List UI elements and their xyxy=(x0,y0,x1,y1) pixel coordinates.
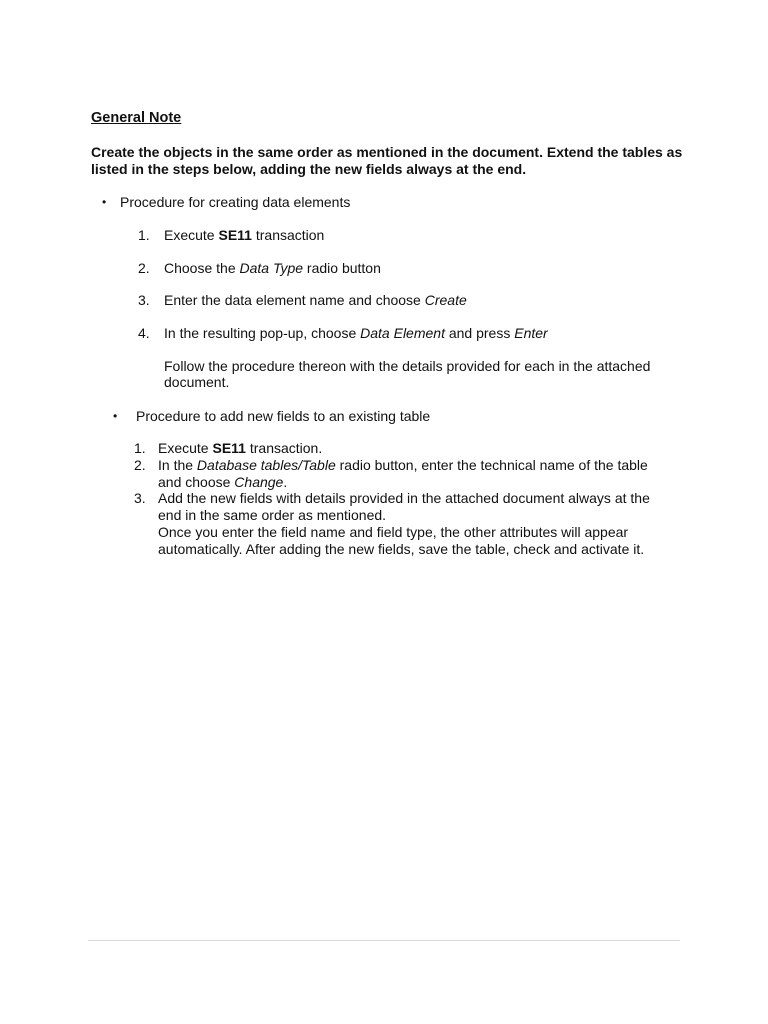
step-text xyxy=(164,292,698,309)
section2-bullet-item xyxy=(113,408,430,425)
section2-step-2 xyxy=(134,457,674,491)
step-text xyxy=(164,325,698,342)
transaction-code: SE11 xyxy=(218,227,252,243)
intro-paragraph: Create the objects in the same order as mentioned in the document. Extend the tables as listed in the steps below, adding the new fields always at the end. xyxy=(91,144,683,177)
section2-title: Procedure to add new fields to an existing table xyxy=(136,408,431,424)
step-number: 2. xyxy=(138,260,150,276)
footer-divider xyxy=(88,940,680,941)
bullet-icon: • xyxy=(102,195,107,209)
step-text-part: Add the new fields with details provided in the attached document always at the end in the same order as mentioned. xyxy=(158,490,650,523)
step-term: Change xyxy=(234,474,284,490)
section2-step-1 xyxy=(134,440,674,457)
step-text-part: In the resulting pop-up, choose xyxy=(164,325,361,341)
step-number: 1. xyxy=(138,227,150,243)
section1-bullet-item xyxy=(102,194,350,211)
step-number: 1. xyxy=(134,440,146,456)
step-text-part: radio button xyxy=(303,260,381,276)
section2-step-3 xyxy=(134,490,674,558)
step-text-part: radio button, enter the technical name of the table and choose xyxy=(158,457,648,490)
bullet-icon: • xyxy=(113,409,118,423)
step-text-part: transaction xyxy=(251,227,325,243)
step-text xyxy=(164,260,698,277)
step-text-part: Once you enter the field name and field type, the other attributes will appear automatically. After adding the new fields, save the table, check and activate it. xyxy=(158,524,645,557)
step-text-part: Execute xyxy=(164,227,219,243)
step-text-part: Enter the data element name and choose xyxy=(164,292,425,308)
section1-step-3 xyxy=(138,292,698,309)
step-number: 2. xyxy=(134,457,146,473)
step-text-part: transaction. xyxy=(245,440,323,456)
step-number: 4. xyxy=(138,325,150,341)
step-text-part: . xyxy=(283,474,288,490)
section1-title: Procedure for creating data elements xyxy=(120,194,351,210)
step-term: Enter xyxy=(514,325,548,341)
step-term: Data Element xyxy=(360,325,445,341)
step-text-part: Execute xyxy=(158,440,213,456)
step-term: Create xyxy=(424,292,467,308)
step-text xyxy=(158,490,674,558)
step-text-part: Choose the xyxy=(164,260,240,276)
general-note-heading: General Note xyxy=(91,110,182,126)
step-number: 3. xyxy=(134,490,146,506)
step-term: Database tables/Table xyxy=(196,457,336,473)
transaction-code: SE11 xyxy=(212,440,246,456)
step-text-part: In the xyxy=(158,457,197,473)
step-text xyxy=(158,440,674,457)
step-text xyxy=(164,227,698,244)
step-term: Data Type xyxy=(239,260,304,276)
section1-step-4 xyxy=(138,325,698,342)
section1-step-2 xyxy=(138,260,698,277)
section1-follow-note: Follow the procedure thereon with the details provided for each in the attached document. xyxy=(164,358,651,390)
section1-step-1 xyxy=(138,227,698,244)
step-text xyxy=(158,457,674,491)
step-text-part: and press xyxy=(444,325,515,341)
step-number: 3. xyxy=(138,292,150,308)
